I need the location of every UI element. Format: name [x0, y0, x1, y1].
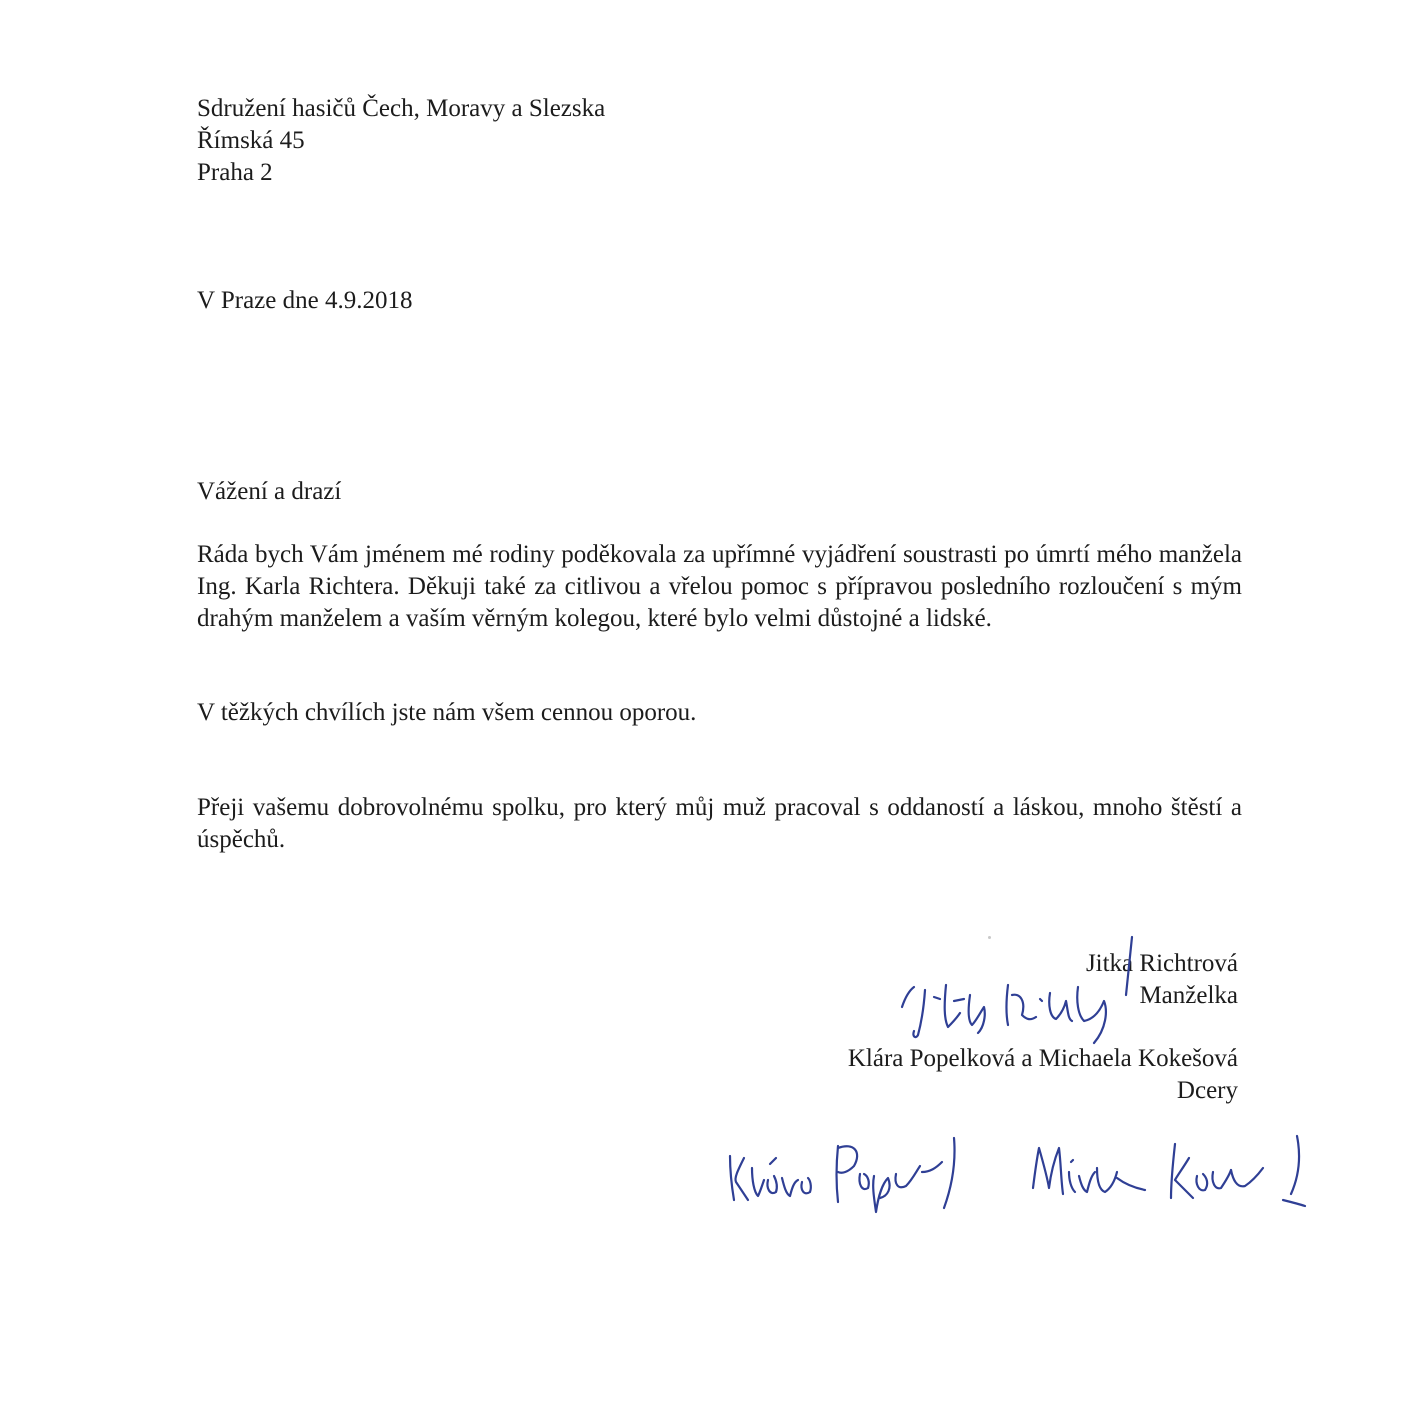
body-paragraph-support: V těžkých chvílích jste nám všem cennou oporou.	[197, 699, 697, 726]
recipient-street: Římská 45	[197, 127, 305, 154]
recipient-organization: Sdružení hasičů Čech, Moravy a Slezska	[197, 95, 606, 122]
signature-wife	[880, 935, 1140, 1045]
signatory-name-daughters: Klára Popelková a Michaela Kokešová	[847, 1045, 1238, 1072]
recipient-city: Praha 2	[197, 159, 273, 186]
date-line: V Praze dne 4.9.2018	[197, 287, 413, 314]
paper-speck	[988, 936, 991, 939]
salutation: Vážení a drazí	[197, 478, 342, 505]
body-paragraph-thanks: Ráda bych Vám jménem mé rodiny poděkovala za upřímné vyjádření soustrasti po úmrtí mého manžela Ing. Karla Richtera. Děkuji také za citlivou a vřelou pomoc s přípravou posledního rozloučení s mým drahým manželem a vaším věrným kolegou, které bylo velmi důstojné a lidské.	[197, 541, 1242, 632]
body-paragraph-wishes: Přeji vašemu dobrovolnému spolku, pro který můj muž pracoval s oddaností a láskou, mnoho štěstí a úspěchů.	[197, 794, 1242, 853]
signatory-role-wife: Manželka	[1139, 982, 1238, 1009]
signatory-name-wife: Jitka Richtrová	[1085, 950, 1238, 977]
signatory-role-daughters: Dcery	[1176, 1077, 1238, 1104]
signature-daughter-klara	[720, 1128, 970, 1218]
signature-daughter-michaela	[1025, 1128, 1315, 1218]
